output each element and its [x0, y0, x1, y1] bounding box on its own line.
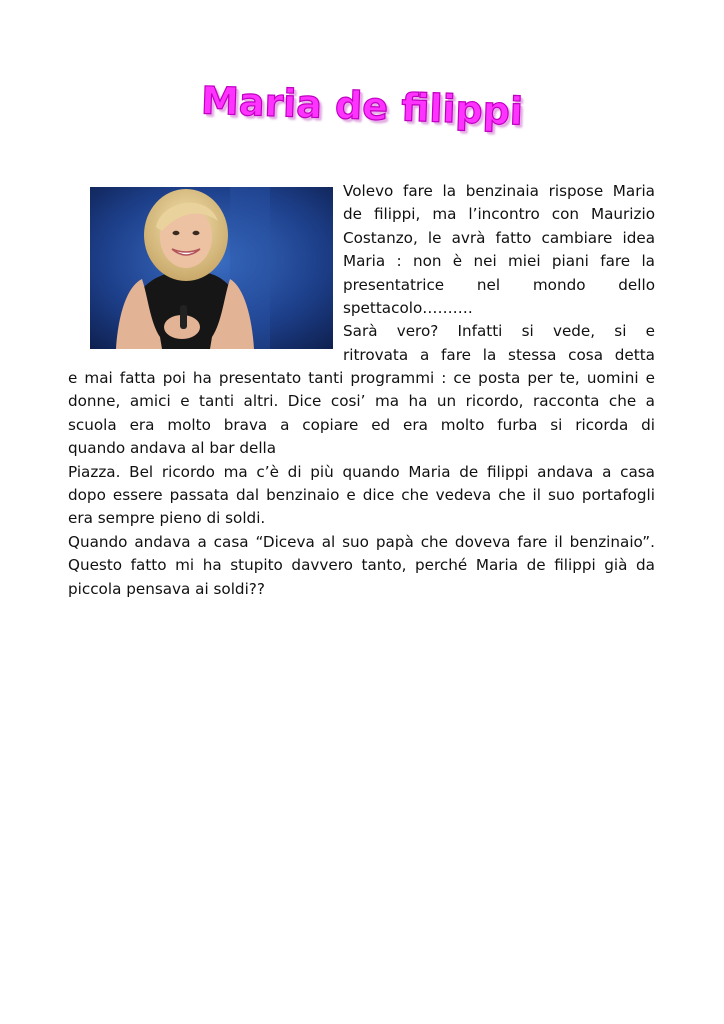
text-line: Sarà vero? Infatti si vede, si e: [343, 322, 655, 341]
text-line: piccola pensava ai soldi??: [68, 579, 265, 598]
text-line: Questo fatto mi ha stupito davvero tanto, perché Maria de filippi già da: [68, 556, 655, 575]
text-line: spettacolo……….: [343, 299, 473, 318]
text-line: e mai fatta poi ha presentato tanti programmi : ce posta per te, uomini e: [68, 369, 655, 387]
text-line: de filippi, ma l’incontro con Maurizio: [343, 205, 655, 224]
portrait-photo: [90, 187, 333, 349]
text-line: donne, amici e tanti altri. Dice cosi’ ma ha un ricordo, racconta che a: [68, 392, 655, 411]
text-line: quando andava al bar della: [68, 439, 277, 458]
text-line: era sempre pieno di soldi.: [68, 509, 266, 528]
text-line: Costanzo, le avrà fatto cambiare idea: [343, 228, 655, 247]
text-line: Maria : non è nei miei piani fare la: [343, 252, 655, 271]
text-line: dopo essere passata dal benzinaio e dice che vedeva che il suo portafogli: [68, 486, 655, 505]
body-paragraph: [68, 367, 655, 601]
text-line: presentatrice nel mondo dello: [343, 275, 655, 294]
text-line: scuola era molto brava a copiare ed era molto furba si ricorda di: [68, 415, 655, 434]
text-line: ritrovata a fare la stessa cosa detta: [343, 345, 655, 364]
document-title: Maria de filippi: [200, 78, 524, 134]
portrait-illustration: [90, 187, 333, 349]
text-line: Piazza. Bel ricordo ma c’è di più quando Maria de filippi andava a casa: [68, 462, 655, 481]
text-line: Quando andava a casa “Diceva al suo papà che doveva fare il benzinaio”.: [68, 532, 655, 551]
intro-paragraph: [343, 180, 655, 367]
text-line: Volevo fare la benzinaia rispose Maria: [343, 182, 655, 200]
